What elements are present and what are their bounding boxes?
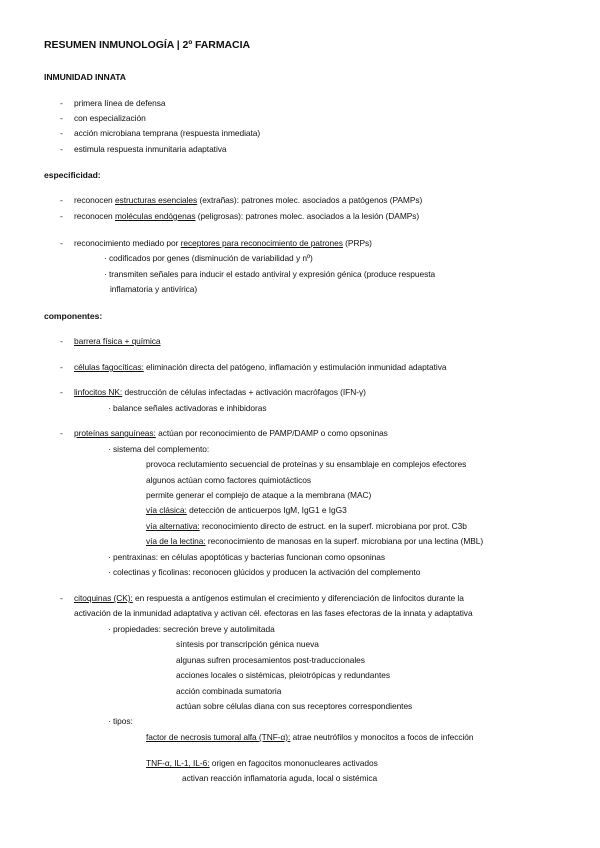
list-item [74,428,388,439]
text-run: origen en fagocitos mononucleares activados [209,758,378,768]
list-item [74,211,419,222]
list-item-continuation: activación de la inmunidad adaptativa y activan cél. efectoras en las fases efectoras de la innata y adaptativa [74,608,473,618]
document-title: RESUMEN INMUNOLOGÍA | 2º FARMACIA [44,39,250,51]
text-run: detección de anticuerpos IgM, IgG1 e IgG3 [186,505,347,515]
list-item [74,238,372,249]
bullet: - [60,128,63,138]
text-run: (PRPs) [342,238,372,248]
bullet: - [60,195,63,205]
list-item: con especialización [74,113,146,123]
list-item [74,195,422,206]
bullet: - [60,336,63,346]
underlined-term: vía clásica: [146,505,187,515]
underlined-term: barrera física + química [74,336,161,346]
sub-item: · colectinas y ficolinas: reconocen glúcidos y producen la activación del complemento [108,567,421,577]
sub-sub-item: acciones locales o sistémicas, pleiotrópicas y redundantes [176,670,391,680]
sub-item: · tipos: [108,716,133,726]
text-run: actúan por reconocimiento de PAMP/DAMP o como opsoninas [155,428,388,438]
underlined-term: estructuras esenciales [114,195,198,205]
bullet: - [60,211,63,221]
section-heading-especificidad: especificidad: [44,170,101,180]
sub-item: · propiedades: secreción breve y autolimitada [108,624,275,634]
text-run: destrucción de células infectadas + activación macrófagos (IFN-γ) [122,387,366,397]
sub-sub-item: síntesis por transcripción génica nueva [176,639,319,649]
bullet: - [60,144,63,154]
sub-item: · sistema del complemento: [108,444,210,454]
underlined-term: células fagocíticas: [74,362,144,372]
underlined-term: linfocitos NK: [74,387,123,397]
underlined-term: citoquinas (CK): [74,593,133,603]
bullet: - [60,238,63,248]
sub-sub-item: algunos actúan como factores quimiotácticos [146,475,311,485]
sub-sub-item [146,505,347,516]
list-item [74,387,366,398]
sub-item-continuation: inflamatoria y antivírica) [110,284,198,294]
underlined-term: vía de la lectina: [146,536,206,546]
list-item [74,336,161,347]
bullet: - [60,362,63,372]
underlined-term: receptores para reconocimiento de patrones [180,238,343,248]
bullet: - [60,98,63,108]
sub-item: · transmiten señales para inducir el estado antiviral y expresión génica (produce respuesta [104,269,436,279]
sub-sub-item: provoca reclutamiento secuencial de proteínas y su ensamblaje en complejos efectores [146,459,467,469]
text-run: reconocimiento directo de estruct. en la superf. microbiana por prot. C3b [199,521,467,531]
list-item: estimula respuesta inmunitaria adaptativa [74,144,227,154]
underlined-term: proteínas sanguíneas: [74,428,156,438]
list-item [74,362,446,373]
sub-item: · codificados por genes (disminución de variabilidad y nº) [104,253,313,263]
sub-item: · balance señales activadoras e inhibidoras [108,403,267,413]
underlined-term: moléculas endógenas [114,211,196,221]
text-run: reconocimiento de manosas en la superf. microbiana por una lectina (MBL) [205,536,484,546]
bullet: - [60,593,63,603]
sub-sub-item [146,521,467,532]
underlined-term: factor de necrosis tumoral alfa (TNF-α): [146,732,291,742]
section-heading-componentes: componentes: [44,311,103,321]
underlined-term: TNF-α, IL-1, IL-6: [146,758,210,768]
sub-sub-item: acción combinada sumatoria [176,686,282,696]
sub-sub-item [146,732,474,743]
text-run: eliminación directa del patógeno, inflamación y estimulación inmunidad adaptativa [143,362,447,372]
sub-sub-item [146,758,378,769]
bullet: - [60,428,63,438]
text-run: atrae neutrófilos y monocitos a focos de infección [290,732,474,742]
text-run: (extrañas): patrones molec. asociados a patógenos (PAMPs) [197,195,423,205]
text-run: reconocen [74,195,115,205]
sub-sub-item [146,536,483,547]
list-item [74,593,464,604]
sub-item: · pentraxinas: en células apoptóticas y bacterias funcionan como opsoninas [108,552,386,562]
sub-sub-item: activan reacción inflamatoria aguda, local o sistémica [182,773,378,783]
list-item: acción microbiana temprana (respuesta inmediata) [74,128,261,138]
sub-sub-item: actúan sobre células diana con sus receptores correspondientes [176,701,413,711]
text-run: reconocimiento mediado por [74,238,181,248]
bullet: - [60,387,63,397]
text-run: (peligrosas): patrones molec. asociados a la lesión (DAMPs) [195,211,420,221]
list-item: primera línea de defensa [74,98,166,108]
sub-sub-item: permite generar el complejo de ataque a la membrana (MAC) [146,490,372,500]
sub-sub-item: algunas sufren procesamientos post-traduccionales [176,655,365,665]
section-heading-innata: INMUNIDAD INNATA [44,72,126,82]
underlined-term: vía alternativa: [146,521,200,531]
text-run: en respuesta a antígenos estimulan el crecimiento y diferenciación de linfocitos durante la [132,593,464,603]
text-run: reconocen [74,211,115,221]
bullet: - [60,113,63,123]
